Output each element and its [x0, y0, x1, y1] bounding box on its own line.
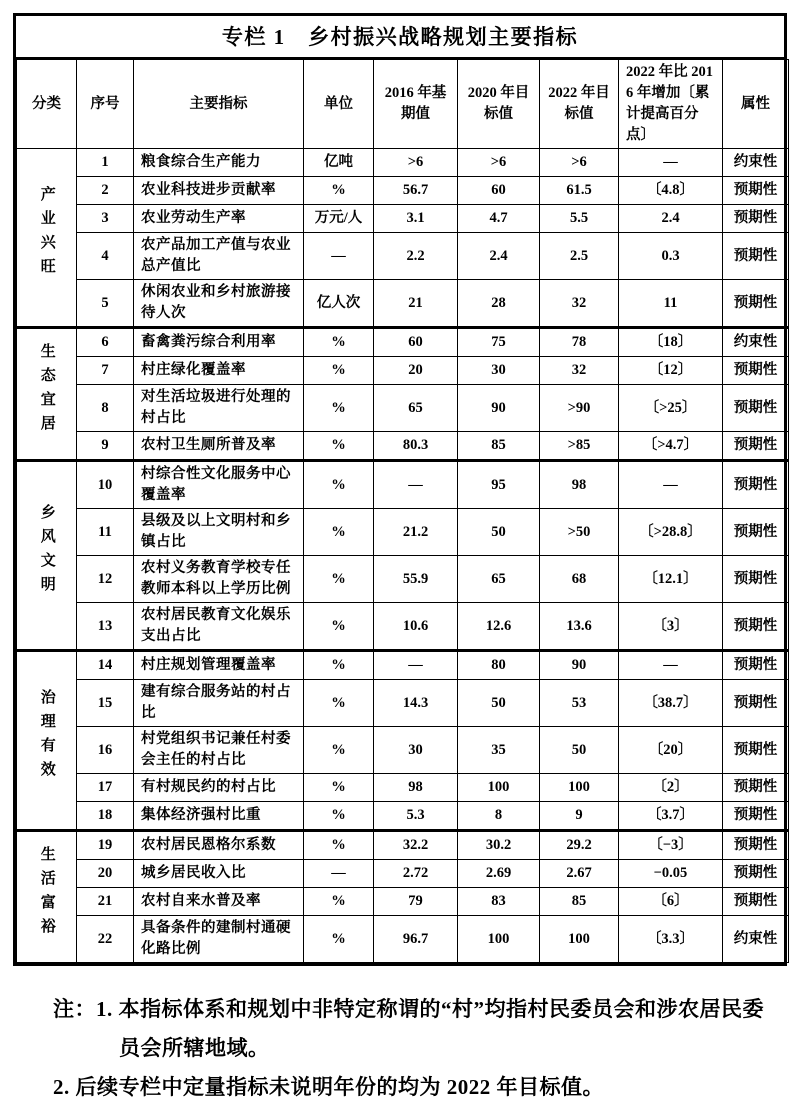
cell-increase: 0.3	[619, 233, 723, 280]
cell-attribute: 预期性	[723, 774, 789, 802]
cell-2016-base: 30	[374, 727, 458, 774]
cell-unit: %	[304, 177, 374, 205]
cell-2020-target: 50	[458, 680, 540, 727]
cell-increase: 〔−3〕	[619, 831, 723, 860]
cell-indicator: 农产品加工产值与农业总产值比	[134, 233, 304, 280]
cell-2022-target: 32	[540, 357, 619, 385]
cell-indicator: 农村卫生厕所普及率	[134, 432, 304, 461]
cell-2016-base: 20	[374, 357, 458, 385]
cell-serial: 10	[77, 461, 134, 509]
table-row	[17, 916, 789, 963]
cell-increase: −0.05	[619, 860, 723, 888]
cell-2020-target: 100	[458, 774, 540, 802]
cell-2016-base: >6	[374, 149, 458, 177]
cell-indicator: 农村自来水普及率	[134, 888, 304, 916]
cell-increase: —	[619, 461, 723, 509]
header-indicator: 主要指标	[134, 60, 304, 149]
table-row	[17, 727, 789, 774]
cell-2016-base: 60	[374, 328, 458, 357]
cell-2022-target: 90	[540, 651, 619, 680]
cell-attribute: 预期性	[723, 509, 789, 556]
cell-attribute: 预期性	[723, 680, 789, 727]
notes-section	[13, 990, 787, 1107]
cell-2022-target: 13.6	[540, 603, 619, 651]
category-cell	[17, 149, 77, 328]
cell-attribute: 预期性	[723, 651, 789, 680]
table-row	[17, 177, 789, 205]
cell-2020-target: 50	[458, 509, 540, 556]
cell-serial: 7	[77, 357, 134, 385]
cell-2016-base: 65	[374, 385, 458, 432]
category-label: 治理有效	[38, 689, 55, 786]
notes-label: 注：	[53, 997, 96, 1022]
cell-attribute: 预期性	[723, 603, 789, 651]
table-row	[17, 149, 789, 177]
cell-2020-target: 4.7	[458, 205, 540, 233]
cell-serial: 15	[77, 680, 134, 727]
cell-indicator: 对生活垃圾进行处理的村占比	[134, 385, 304, 432]
cell-indicator: 村党组织书记兼任村委会主任的村占比	[134, 727, 304, 774]
cell-2020-target: >6	[458, 149, 540, 177]
cell-serial: 22	[77, 916, 134, 963]
cell-2022-target: 53	[540, 680, 619, 727]
cell-unit: %	[304, 831, 374, 860]
note-1	[53, 990, 767, 1068]
cell-unit: %	[304, 727, 374, 774]
cell-unit: —	[304, 860, 374, 888]
table-row	[17, 280, 789, 328]
cell-2022-target: 98	[540, 461, 619, 509]
cell-increase: 〔3〕	[619, 603, 723, 651]
table-row	[17, 205, 789, 233]
cell-2020-target: 2.4	[458, 233, 540, 280]
cell-unit: %	[304, 603, 374, 651]
cell-2016-base: 14.3	[374, 680, 458, 727]
cell-2016-base: 56.7	[374, 177, 458, 205]
cell-increase: —	[619, 149, 723, 177]
cell-attribute: 预期性	[723, 888, 789, 916]
cell-unit: %	[304, 888, 374, 916]
cell-2016-base: 10.6	[374, 603, 458, 651]
cell-increase: 〔38.7〕	[619, 680, 723, 727]
cell-2016-base: —	[374, 461, 458, 509]
cell-2020-target: 85	[458, 432, 540, 461]
cell-indicator: 农业科技进步贡献率	[134, 177, 304, 205]
cell-2022-target: >85	[540, 432, 619, 461]
cell-attribute: 预期性	[723, 357, 789, 385]
cell-attribute: 预期性	[723, 205, 789, 233]
cell-increase: 〔6〕	[619, 888, 723, 916]
cell-2020-target: 2.69	[458, 860, 540, 888]
cell-indicator: 村庄绿化覆盖率	[134, 357, 304, 385]
cell-attribute: 预期性	[723, 831, 789, 860]
cell-attribute: 预期性	[723, 860, 789, 888]
cell-2022-target: >6	[540, 149, 619, 177]
cell-indicator: 建有综合服务站的村占比	[134, 680, 304, 727]
cell-attribute: 预期性	[723, 385, 789, 432]
cell-unit: %	[304, 385, 374, 432]
table-row	[17, 357, 789, 385]
cell-unit: %	[304, 680, 374, 727]
cell-serial: 17	[77, 774, 134, 802]
cell-2020-target: 30	[458, 357, 540, 385]
cell-indicator: 集体经济强村比重	[134, 802, 304, 831]
cell-increase: 11	[619, 280, 723, 328]
cell-2020-target: 35	[458, 727, 540, 774]
cell-unit: %	[304, 328, 374, 357]
category-label: 产业兴旺	[38, 186, 55, 283]
indicators-table	[16, 59, 789, 963]
category-label: 生活富裕	[38, 845, 55, 942]
cell-serial: 5	[77, 280, 134, 328]
cell-unit: %	[304, 432, 374, 461]
cell-increase: 〔2〕	[619, 774, 723, 802]
table-row	[17, 461, 789, 509]
cell-2016-base: 32.2	[374, 831, 458, 860]
cell-increase: 〔18〕	[619, 328, 723, 357]
cell-indicator: 粮食综合生产能力	[134, 149, 304, 177]
table-row	[17, 680, 789, 727]
cell-2016-base: 2.72	[374, 860, 458, 888]
cell-unit: %	[304, 509, 374, 556]
cell-serial: 14	[77, 651, 134, 680]
cell-2022-target: >90	[540, 385, 619, 432]
cell-2020-target: 95	[458, 461, 540, 509]
cell-2016-base: 79	[374, 888, 458, 916]
cell-increase: —	[619, 651, 723, 680]
cell-2020-target: 30.2	[458, 831, 540, 860]
category-cell	[17, 651, 77, 831]
cell-2016-base: 80.3	[374, 432, 458, 461]
cell-serial: 20	[77, 860, 134, 888]
cell-unit: %	[304, 774, 374, 802]
cell-unit: %	[304, 461, 374, 509]
table-row	[17, 651, 789, 680]
note-2-text: 2. 后续专栏中定量指标未说明年份的均为 2022 年目标值。	[53, 1075, 604, 1100]
category-cell	[17, 831, 77, 963]
header-unit: 单位	[304, 60, 374, 149]
cell-indicator: 有村规民约的村占比	[134, 774, 304, 802]
header-category: 分类	[17, 60, 77, 149]
cell-2020-target: 65	[458, 556, 540, 603]
cell-indicator: 农业劳动生产率	[134, 205, 304, 233]
cell-attribute: 约束性	[723, 328, 789, 357]
cell-2020-target: 80	[458, 651, 540, 680]
cell-serial: 21	[77, 888, 134, 916]
cell-2016-base: 55.9	[374, 556, 458, 603]
cell-unit: %	[304, 556, 374, 603]
cell-serial: 4	[77, 233, 134, 280]
cell-attribute: 预期性	[723, 461, 789, 509]
cell-2022-target: 100	[540, 774, 619, 802]
cell-serial: 11	[77, 509, 134, 556]
cell-serial: 2	[77, 177, 134, 205]
cell-indicator: 村综合性文化服务中心覆盖率	[134, 461, 304, 509]
cell-increase: 〔3.3〕	[619, 916, 723, 963]
note-1-text: 1. 本指标体系和规划中非特定称谓的“村”均指村民委员会和涉农居民委员会所辖地域。	[96, 997, 764, 1061]
table-row	[17, 385, 789, 432]
header-increase: 2022 年比 2016 年增加〔累计提高百分点〕	[619, 60, 723, 149]
table-row	[17, 556, 789, 603]
cell-attribute: 预期性	[723, 177, 789, 205]
table-body	[17, 149, 789, 963]
cell-indicator: 农村义务教育学校专任教师本科以上学历比例	[134, 556, 304, 603]
cell-indicator: 休闲农业和乡村旅游接待人次	[134, 280, 304, 328]
cell-indicator: 村庄规划管理覆盖率	[134, 651, 304, 680]
cell-serial: 18	[77, 802, 134, 831]
cell-attribute: 预期性	[723, 802, 789, 831]
header-2022-target: 2022 年目标值	[540, 60, 619, 149]
cell-unit: 万元/人	[304, 205, 374, 233]
cell-serial: 3	[77, 205, 134, 233]
cell-increase: 2.4	[619, 205, 723, 233]
cell-2020-target: 75	[458, 328, 540, 357]
cell-increase: 〔3.7〕	[619, 802, 723, 831]
category-label: 生态宜居	[38, 342, 55, 439]
cell-attribute: 预期性	[723, 556, 789, 603]
cell-increase: 〔12.1〕	[619, 556, 723, 603]
indicators-table-box	[13, 13, 787, 966]
cell-2022-target: 2.5	[540, 233, 619, 280]
cell-unit: —	[304, 233, 374, 280]
cell-2016-base: 21.2	[374, 509, 458, 556]
table-title: 专栏 1 乡村振兴战略规划主要指标	[16, 16, 784, 59]
cell-2016-base: 2.2	[374, 233, 458, 280]
cell-2016-base: 5.3	[374, 802, 458, 831]
cell-2022-target: 61.5	[540, 177, 619, 205]
cell-unit: %	[304, 802, 374, 831]
cell-attribute: 预期性	[723, 432, 789, 461]
cell-attribute: 预期性	[723, 727, 789, 774]
cell-2016-base: 3.1	[374, 205, 458, 233]
table-row	[17, 888, 789, 916]
header-2020-target: 2020 年目标值	[458, 60, 540, 149]
cell-2022-target: 9	[540, 802, 619, 831]
cell-indicator: 具备条件的建制村通硬化路比例	[134, 916, 304, 963]
category-cell	[17, 461, 77, 651]
cell-2016-base: 98	[374, 774, 458, 802]
table-row	[17, 328, 789, 357]
cell-increase: 〔>28.8〕	[619, 509, 723, 556]
cell-2022-target: 29.2	[540, 831, 619, 860]
cell-2022-target: 78	[540, 328, 619, 357]
table-row	[17, 432, 789, 461]
cell-attribute: 约束性	[723, 149, 789, 177]
cell-serial: 12	[77, 556, 134, 603]
table-header	[17, 60, 789, 149]
cell-2022-target: 32	[540, 280, 619, 328]
cell-indicator: 农村居民恩格尔系数	[134, 831, 304, 860]
cell-2022-target: 68	[540, 556, 619, 603]
cell-indicator: 县级及以上文明村和乡镇占比	[134, 509, 304, 556]
cell-serial: 1	[77, 149, 134, 177]
cell-serial: 19	[77, 831, 134, 860]
cell-2016-base: —	[374, 651, 458, 680]
cell-2020-target: 100	[458, 916, 540, 963]
cell-2020-target: 60	[458, 177, 540, 205]
header-row	[17, 60, 789, 149]
cell-serial: 9	[77, 432, 134, 461]
header-serial: 序号	[77, 60, 134, 149]
cell-2022-target: 2.67	[540, 860, 619, 888]
cell-increase: 〔>4.7〕	[619, 432, 723, 461]
cell-serial: 8	[77, 385, 134, 432]
cell-2016-base: 96.7	[374, 916, 458, 963]
cell-attribute: 预期性	[723, 233, 789, 280]
header-2016-base: 2016 年基期值	[374, 60, 458, 149]
header-attribute: 属性	[723, 60, 789, 149]
table-row	[17, 802, 789, 831]
cell-increase: 〔20〕	[619, 727, 723, 774]
cell-indicator: 畜禽粪污综合利用率	[134, 328, 304, 357]
table-row	[17, 860, 789, 888]
cell-2016-base: 21	[374, 280, 458, 328]
cell-2022-target: >50	[540, 509, 619, 556]
table-row	[17, 603, 789, 651]
table-row	[17, 509, 789, 556]
note-2	[53, 1068, 767, 1107]
cell-increase: 〔4.8〕	[619, 177, 723, 205]
cell-unit: %	[304, 357, 374, 385]
cell-indicator: 城乡居民收入比	[134, 860, 304, 888]
cell-2022-target: 5.5	[540, 205, 619, 233]
cell-unit: 亿吨	[304, 149, 374, 177]
cell-serial: 13	[77, 603, 134, 651]
cell-2020-target: 90	[458, 385, 540, 432]
cell-serial: 16	[77, 727, 134, 774]
cell-unit: %	[304, 916, 374, 963]
category-label: 乡风文明	[38, 504, 55, 601]
cell-2022-target: 50	[540, 727, 619, 774]
cell-2020-target: 12.6	[458, 603, 540, 651]
cell-increase: 〔12〕	[619, 357, 723, 385]
cell-2022-target: 100	[540, 916, 619, 963]
cell-2022-target: 85	[540, 888, 619, 916]
table-row	[17, 233, 789, 280]
cell-serial: 6	[77, 328, 134, 357]
category-cell	[17, 328, 77, 461]
table-row	[17, 774, 789, 802]
cell-unit: %	[304, 651, 374, 680]
cell-indicator: 农村居民教育文化娱乐支出占比	[134, 603, 304, 651]
cell-2020-target: 83	[458, 888, 540, 916]
cell-attribute: 预期性	[723, 280, 789, 328]
cell-2020-target: 8	[458, 802, 540, 831]
cell-increase: 〔>25〕	[619, 385, 723, 432]
table-row	[17, 831, 789, 860]
cell-attribute: 约束性	[723, 916, 789, 963]
cell-unit: 亿人次	[304, 280, 374, 328]
cell-2020-target: 28	[458, 280, 540, 328]
